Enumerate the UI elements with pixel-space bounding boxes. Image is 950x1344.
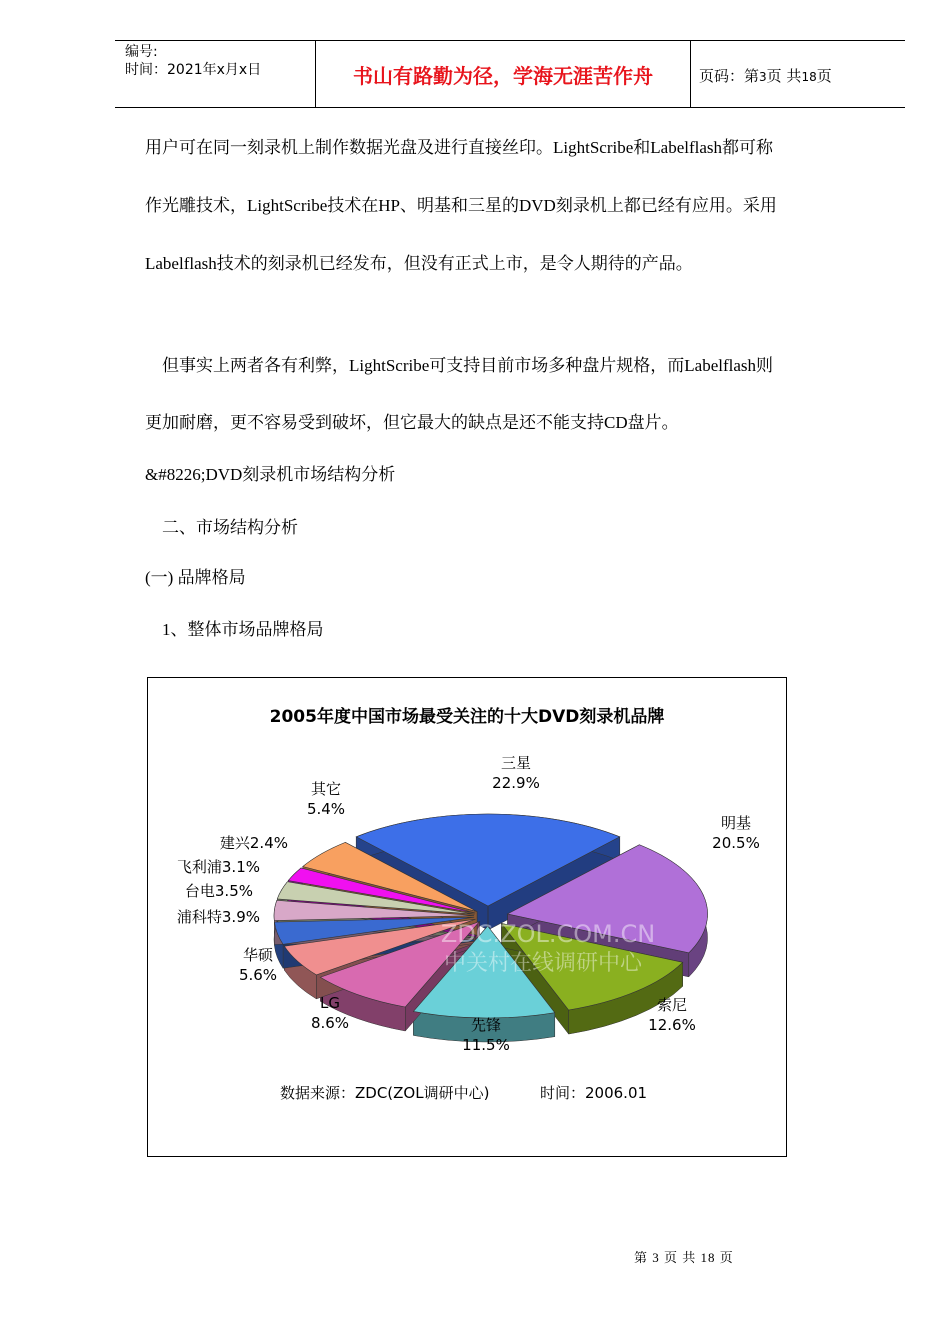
heading-brand-pattern: (一) 品牌格局: [145, 568, 246, 587]
chart-source: 数据来源：ZDC(ZOL调研中心): [280, 1084, 490, 1102]
heading-overall-brand: 1、整体市场品牌格局: [145, 620, 324, 639]
body-line-2: 作光雕技术，LightScribe技术在HP、明基和三星的DVD刻录机上都已经有应用。采用: [145, 196, 777, 215]
slice-label: 其它 5.4%: [306, 780, 346, 818]
slice-label: LG 8.6%: [310, 994, 350, 1032]
chart-title: 2005年度中国市场最受关注的十大DVD刻录机品牌: [269, 707, 665, 727]
page-suffix: 页: [816, 67, 832, 85]
page-header: [115, 40, 905, 108]
slice-label: 先锋 11.5%: [462, 1016, 510, 1054]
document-time: 时间：2021年x月x日: [125, 62, 262, 78]
slice-label: 华硕 5.6%: [238, 946, 278, 984]
page-prefix: 页码：第: [699, 67, 760, 85]
page-mid: 页 共: [766, 67, 802, 85]
chart-time: 时间：2006.01: [540, 1084, 648, 1102]
body-line-3: Labelflash技术的刻录机已经发布，但没有正式上市，是令人期待的产品。: [145, 254, 693, 273]
header-meta: [125, 43, 261, 79]
slice-label: 索尼 12.6%: [648, 996, 696, 1034]
slice-label: 台电3.5%: [184, 882, 253, 900]
slice-label: 建兴2.4%: [219, 834, 288, 852]
watermark-url: ZDC.ZOL.COM.CN: [440, 920, 656, 948]
body-line-5: 更加耐磨，更不容易受到破坏，但它最大的缺点是还不能支持CD盘片。: [145, 413, 679, 432]
page-current: 3: [759, 70, 767, 84]
page-total: 18: [801, 70, 817, 84]
body-line-1: 用户可在同一刻录机上制作数据光盘及进行直接丝印。LightScribe和Labelflash都可称: [145, 138, 774, 157]
heading-market-structure: 二、市场结构分析: [145, 518, 298, 537]
document-number-label: 编号:: [125, 44, 158, 60]
page-footer: 第 3 页 共 18 页: [634, 1250, 734, 1265]
header-motto: 书山有路勤为径，学海无涯苦作舟: [315, 41, 691, 107]
slice-label: 三星 22.9%: [492, 754, 540, 792]
slice-label: 浦科特3.9%: [176, 908, 260, 926]
header-page-info: [699, 65, 832, 86]
slice-label: 飞利浦3.1%: [176, 858, 260, 876]
slice-label: 明基 20.5%: [712, 814, 760, 852]
pie-chart-svg: [148, 678, 786, 1156]
section-heading: &#8226;DVD刻录机市场结构分析: [145, 465, 396, 484]
watermark-name: 中关村在线调研中心: [443, 951, 643, 976]
pie-chart: [147, 677, 787, 1157]
body-line-4: 但事实上两者各有利弊，LightScribe可支持目前市场多种盘片规格，而Labelflash则: [145, 356, 774, 375]
